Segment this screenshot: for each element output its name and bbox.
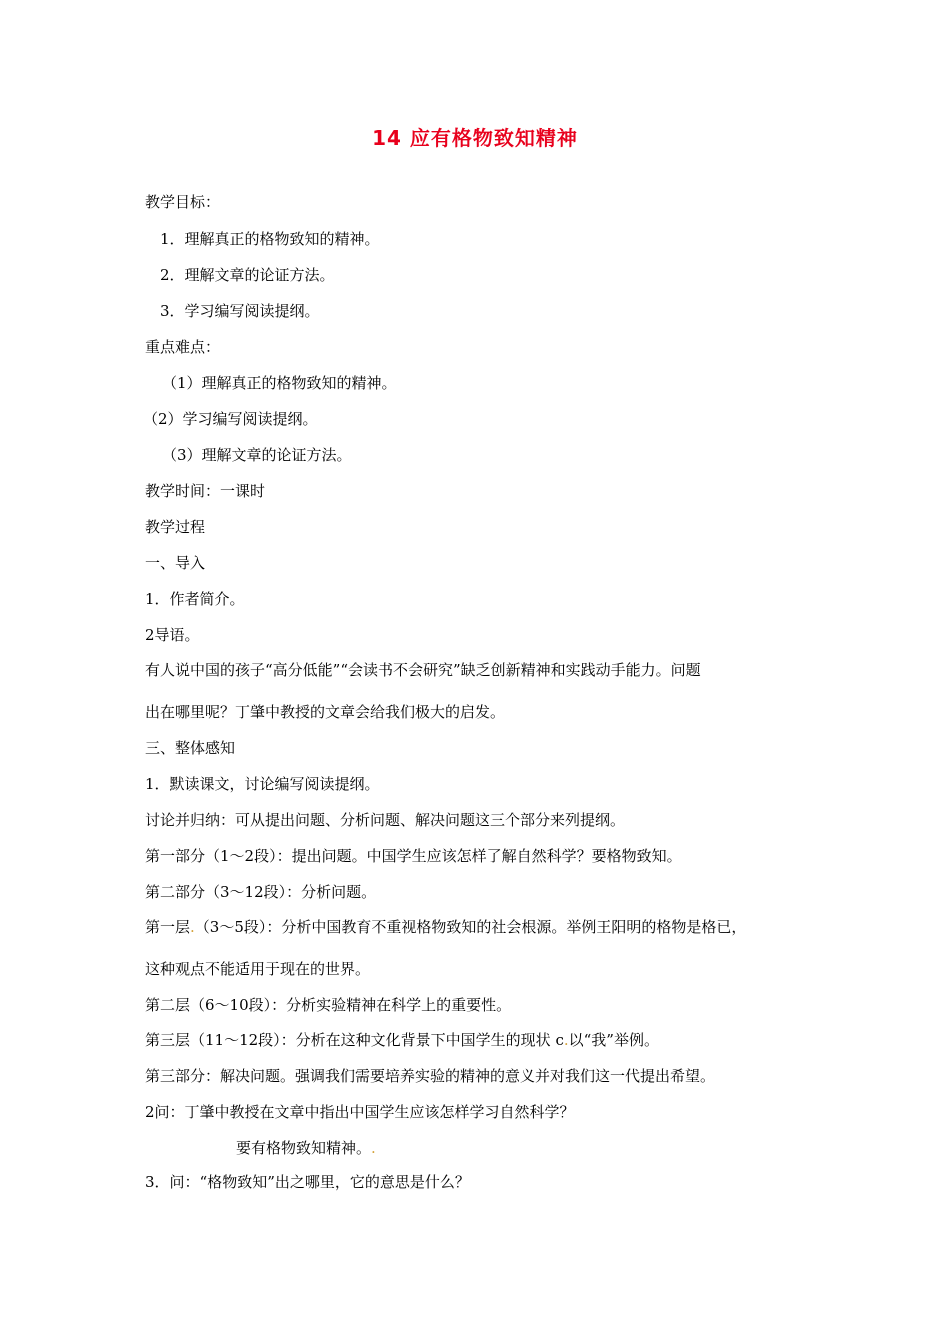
text-line: 三、整体感知 bbox=[145, 739, 236, 757]
text-line: 2问：丁肇中教授在文章中指出中国学生应该怎样学习自然科学？ bbox=[145, 1103, 575, 1121]
mark-dot: . bbox=[563, 1031, 569, 1049]
mark-dot: . bbox=[371, 1139, 376, 1157]
text-line: 1．理解真正的格物致知的精神。 bbox=[160, 230, 380, 248]
page-title: 14 应有格物致知精神 bbox=[372, 126, 578, 150]
text-line: 教学时间：一课时 bbox=[145, 482, 266, 500]
text-line: 重点难点： bbox=[145, 338, 221, 356]
text-line: （3）理解文章的论证方法。 bbox=[162, 446, 352, 464]
text-line: 2导语。 bbox=[145, 626, 200, 644]
text-line: 教学目标： bbox=[145, 193, 221, 211]
text-line bbox=[145, 1030, 659, 1050]
text-line: 第一部分（1～2段）：提出问题。中国学生应该怎样了解自然科学？要格物致知。 bbox=[145, 847, 682, 865]
text-line: 1．默读课文，讨论编写阅读提纲。 bbox=[145, 775, 380, 793]
text-line: 第三部分：解决问题。强调我们需要培养实验的精神的意义并对我们这一代提出希望。 bbox=[145, 1067, 716, 1085]
text-line: 讨论并归纳：可从提出问题、分析问题、解决问题这三个部分来列提纲。 bbox=[145, 811, 626, 829]
text-segment: （3～5段）：分析中国教育不重视格物致知的社会根源。举例王阳明的格物是格已， bbox=[194, 918, 747, 936]
text-line: 教学过程 bbox=[145, 518, 206, 536]
text-line bbox=[236, 1138, 376, 1158]
text-line: 3．学习编写阅读提纲。 bbox=[160, 302, 320, 320]
text-line: （1）理解真正的格物致知的精神。 bbox=[162, 374, 397, 392]
text-line bbox=[145, 917, 746, 937]
text-line: 出在哪里呢？丁肇中教授的文章会给我们极大的启发。 bbox=[145, 703, 506, 721]
text-line: 这种观点不能适用于现在的世界。 bbox=[145, 960, 371, 978]
text-line: 3．问：“格物致知”出之哪里，它的意思是什么？ bbox=[145, 1173, 470, 1191]
text-line: 第二部分（3～12段）：分析问题。 bbox=[145, 883, 377, 901]
text-segment: 要有格物致知精神。 bbox=[236, 1139, 372, 1157]
text-line: 一、导入 bbox=[145, 554, 206, 572]
text-line: （2）学习编写阅读提纲。 bbox=[143, 410, 318, 428]
text-line: 第二层（6～10段）：分析实验精神在科学上的重要性。 bbox=[145, 996, 512, 1014]
text-line: 1．作者简介。 bbox=[145, 590, 245, 608]
text-line: 有人说中国的孩子“高分低能”“会读书不会研究”缺乏创新精神和实践动手能力。问题 bbox=[145, 661, 701, 679]
text-segment: 以“我”举例。 bbox=[568, 1031, 659, 1049]
text-segment: 第三层（11～12段）：分析在这种文化背景下中国学生的现状 c bbox=[145, 1031, 564, 1049]
text-segment: 第一层 bbox=[145, 918, 191, 936]
mark-dot: . bbox=[190, 918, 195, 936]
text-line: 2．理解文章的论证方法。 bbox=[160, 266, 335, 284]
